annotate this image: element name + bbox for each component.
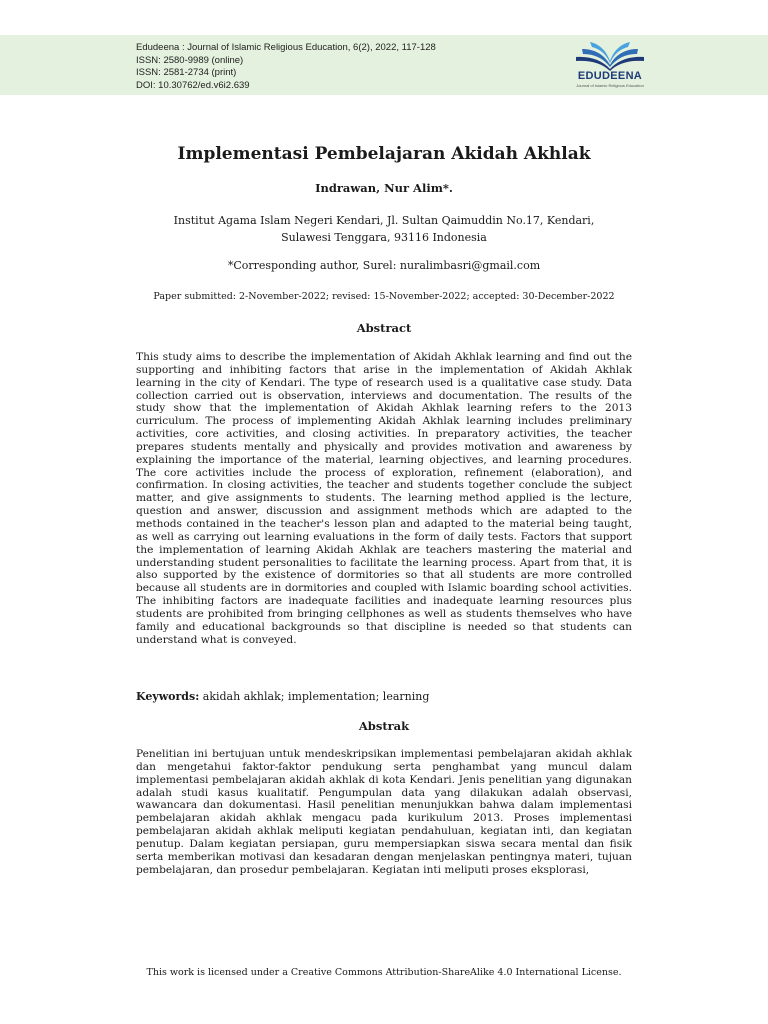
doi: DOI: 10.30762/ed.v6i2.639 (136, 79, 250, 91)
corresponding-author: *Corresponding author, Surel: nuralimbasri@gmail.com (227, 259, 541, 272)
logo-wordmark: EDUDEENA (577, 70, 643, 82)
journal-info (136, 42, 436, 92)
paper-title: Implementasi Pembelajaran Akidah Akhlak (177, 144, 591, 164)
license-footer: This work is licensed under a Creative Commons Attribution-ShareAlike 4.0 International License. (146, 967, 622, 978)
keywords-label: Keywords: (136, 690, 200, 703)
author-affiliation (136, 212, 632, 246)
abstrak-heading: Abstrak (358, 719, 410, 733)
issn-online: ISSN: 2580-9989 (online) (136, 54, 244, 66)
issn-print: ISSN: 2581-2734 (print) (136, 67, 237, 79)
open-book-icon (570, 38, 650, 72)
paper-authors: Indrawan, Nur Alim*. (315, 181, 453, 195)
abstract-text: This study aims to describe the implementation of Akidah Akhlak learning and find out the supporting and inhibiting factors that arise in the implementation of Akidah Akhlak learning in the city of Kendari. The type of research used is a qualitative case study. Data collection carried out is observation, interviews and documentation. The results of the study show that the implementation of Akidah Akhlak learning refers to the 2013 curriculum. The process of implementing Akidah Akhlak learning includes preliminary activities, core activities, and closing activities. In preparatory activities, the teacher prepares students mentally and physically and provides motivation and awareness by explaining the importance of the material, learning objectives, and learning procedures. The core activities include the process of exploration, refinement (elaboration), and confirmation. In closing activities, the teacher and students together conclude the subject matter, and give assignments to students. The learning method applied is the lecture, question and answer, discussion and assignment methods which are adapted to the methods contained in the teacher's lesson plan and adapted to the material being taught, as well as carrying out learning evaluations in the form of daily tests. Factors that support the implementation of learning Akidah Akhlak are teachers mastering the material and understanding student personalities to facilitate the learning process. Apart from that, it is also supported by the existence of dormitories so that all students are more controlled because all students are in dormitories and coupled with Islamic boarding school activities. The inhibiting factors are inadequate facilities and inadequate learning resources plus students are prohibited from bringing cellphones as well as students themselves who have family and educational backgrounds so that discipline is needed so that students can understand what is conveyed. (136, 351, 632, 646)
affiliation-line-2: Sulawesi Tenggara, 93116 Indonesia (281, 231, 487, 244)
abstract-heading: Abstract (356, 321, 412, 335)
submission-dates: Paper submitted: 2-November-2022; revised: 15-November-2022; accepted: 30-December-2022 (153, 291, 615, 302)
keywords (136, 690, 429, 703)
logo-subtitle: Journal of Islamic Religious Education (576, 83, 644, 88)
journal-citation: Edudeena : Journal of Islamic Religious Education, 6(2), 2022, 117-128 (136, 42, 436, 53)
abstrak-text: Penelitian ini bertujuan untuk mendeskripsikan implementasi pembelajaran akidah akhlak dan mengetahui faktor-faktor pendukung serta penghambat yang muncul dalam implementasi pembelajaran akidah akhlak di kota Kendari. Jenis penelitian yang digunakan adalah studi kasus kualitatif. Pengumpulan data yang dilakukan adalah observasi, wawancara dan dokumentasi. Hasil penelitian menunjukkan bahwa dalam implementasi pembelajaran akidah akhlak mengacu pada kurikulum 2013. Proses implementasi pembelajaran akidah akhlak meliputi kegiatan pendahuluan, kegiatan inti, dan kegiatan penutup. Dalam kegiatan persiapan, guru mempersiapkan siswa secara mental dan fisik serta memberikan motivasi dan kesadaran dengan menjelaskan pentingnya materi, tujuan pembelajaran, dan prosedur pembelajaran. Kegiatan inti meliputi proses eksplorasi, (136, 748, 632, 876)
journal-logo (570, 38, 650, 92)
affiliation-line-1: Institut Agama Islam Negeri Kendari, Jl. Sultan Qaimuddin No.17, Kendari, (173, 214, 595, 227)
keywords-values: akidah akhlak; implementation; learning (202, 690, 430, 703)
